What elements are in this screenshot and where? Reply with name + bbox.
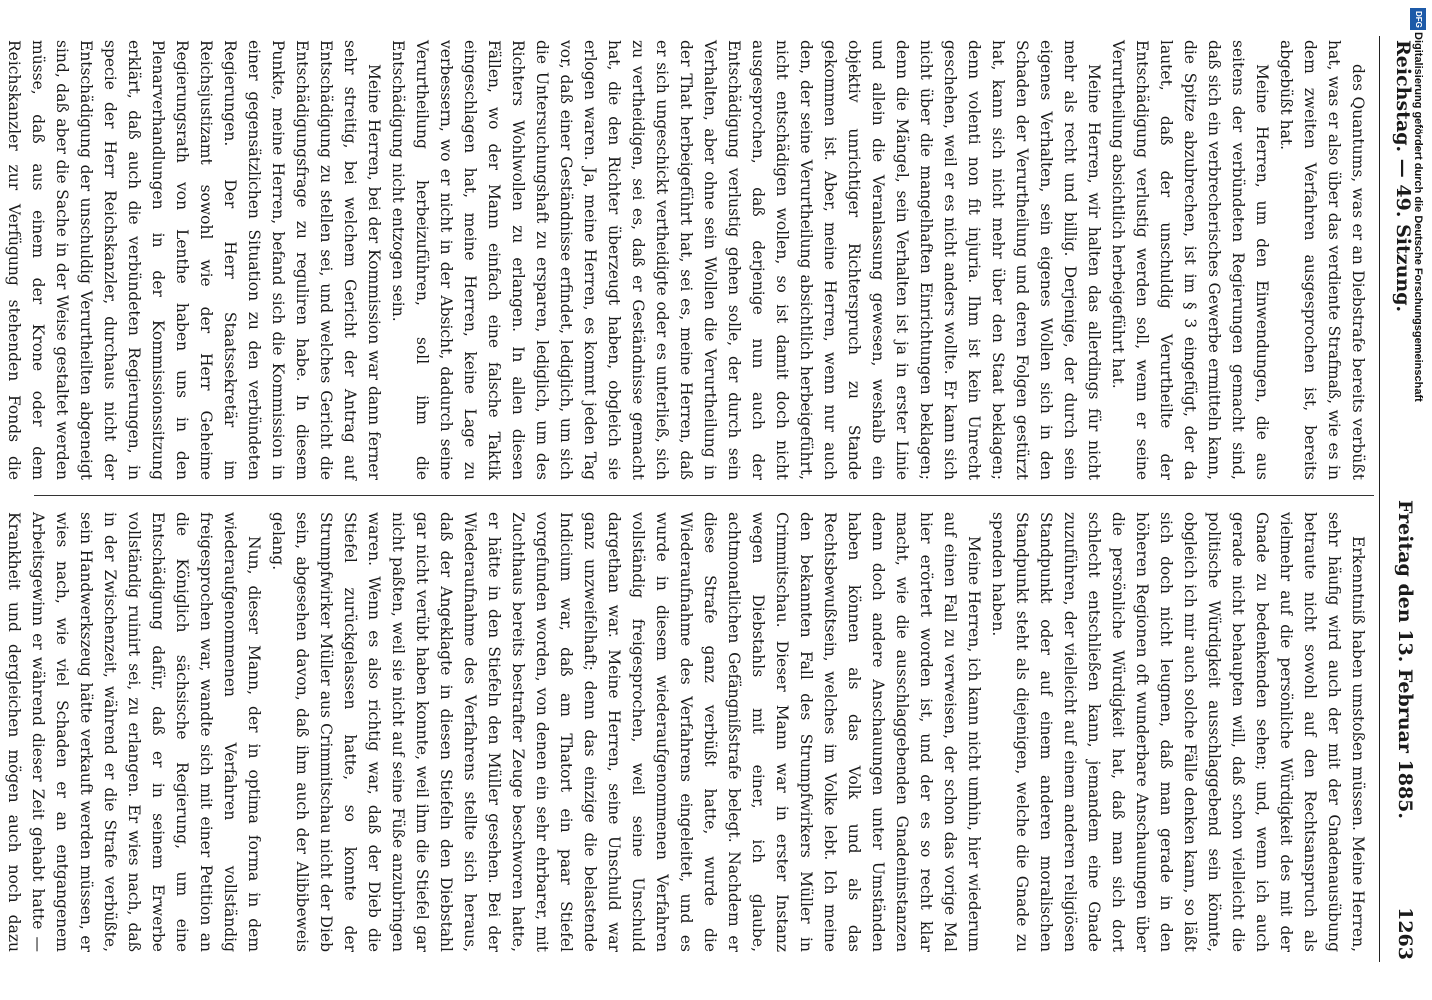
page-number: 1263 — [1394, 907, 1416, 960]
header-date: Freitag den 13. Februar 1885. — [1394, 500, 1416, 820]
column-divider — [34, 495, 1374, 496]
digitization-credit: Digitalisierung gefördert durch die Deutsche Forschungsgemeinschaft — [1412, 32, 1424, 402]
header-session: Reichstag. — 49. Sitzung. — [1392, 40, 1414, 313]
paragraph: Meine Herren, ich kann nicht umhin, hier wiederum auf einen Fall zu verweisen, der schon das vorige Mal hier erörtert worden ist, und der es so recht klar macht, wie die ausschlaggebenden Gnadeninstanzen denn doch andere Anschauungen unter Umständen haben können als das Volk und als das Rechtsbewußtsein, welches im Volke lebt. Ich meine den bekannten Fall des Strumpfwirkers Müller in Crimmitschau. Dieser Mann war in erster Instanz wegen Diebstahls mit einer, ich glaube, achtmonatlichen Gefängnißstrafe belegt. Nachdem er diese Strafe ganz verbüßt hatte, wurde die Wiederaufnahme des Verfahrens eingeleitet, und es wurde in diesem wiederaufgenommenen Verfahren vollständig freigesprochen, weil seine Unschuld dargethan war. Meine Herren, seine Unschuld war ganz unzweifelhaft; denn das einzige die belastende Indicium war, daß am Thatort ein paar Stiefel vorgefunden worden, von denen ein sehr ehrbarer, mit Zuchthaus bereits bestrafter Zeuge beschworen hatte, er hätte in den Stiefeln den Müller gesehen. Bei der Wiederaufnahme des Verfahrens stellte sich heraus, daß der Angeklagte in diesen Stiefeln den Diebstahl gar nicht verübt haben konnte, weil ihm die Stiefel gar nicht paßten, weil sie nicht auf seine Füße anzubringen waren. Wenn es also richtig war, daß der Dieb die Stiefel zurückgelassen hatte, so konnte der Strumpfwirker Müller aus Crimmitschau nicht der Dieb sein, abgesehen davon, daß ihm auch der Alibibeweis gelang. — [269, 512, 983, 952]
dfg-logo: DFG — [1410, 8, 1426, 30]
paragraph: Meine Herren, bei der Kommission war dann ferner sehr streitig, bei welchem Gericht der Antrag auf Entschädigung zu stellen sei, und welches Gericht die Entschädigungsfrage zu reguliren habe. In diesem Punkte, meine Herren, befand sich die Kommission in einer gegensätzlichen Situation zu den verbündeten Regierungen. Der Herr Staatssekretär im Reichsjustizamt sowohl wie der Herr Geheime Regierungsrath von Lenthe haben uns in den Plenarverhandlungen in der Kommissionssitzung erklärt, daß auch die verbündeten Regierungen, in specie der Herr Reichskanzler, durchaus nicht der Entschädigung der unschuldig Verurtheilten abgeneigt sind, daß aber die Sache in der Weise gestaltet werden müsse, daß aus einem der Krone oder dem Reichskanzler zur Verfügung stehenden Fonds die — [5, 40, 383, 480]
paragraph: des Quantums, was er an Diebstrafe bereits verbüßt hat, was er also über das verdiente Strafmaß, wie es in dem zweiten Verfahren ausgesprochen ist, bereits abgebüßt hat. — [1277, 40, 1367, 480]
text-column-left — [5, 40, 1370, 480]
paragraph: Erkenntniß haben umstoßen müssen. Meine Herren, sehr häufig wird auch der mit der Gnadenausübung betraute nicht sowohl auf den Rechtsanspruch als vielmehr auf die persönliche Würdigkeit des mit der Gnade zu bedenkenden sehen; und, wenn ich auch gerade nicht behaupten will, daß schon vielleicht die politische Würdigkeit ausschlaggebend sein könnte, obgleich ich mir auch solche Fälle denken kann, so läßt sich doch nicht leugnen, daß man gerade in den höheren Regionen oft wunderbare Anschauungen über die persönliche Würdigkeit hat, daß man sich dort schlecht entschließen kann, jemandem eine Gnade zuzuführen, der vielleicht auf einem anderen religiösen Standpunkt oder auf einem anderen moralischen Standpunkt steht als diejenigen, welche die Gnade zu spenden haben. — [989, 512, 1367, 952]
paragraph: Meine Herren, wir halten das allerdings für nicht mehr als recht und billig. Derjenige, der durch sein eigenes Verhalten, sein eigenes Wollen sich in den Schaden der Verurtheilung und deren Folgen gestürzt hat, kann sich nicht mehr über den Staat beklagen; denn volenti non fit injuria. Ihm ist kein Unrecht geschehen, weil er es nicht anders wollte. Er kann sich nicht über die mangelhaften Einrichtungen beklagen; denn die Mängel, sein Verhalten ist ja in erster Linie und allein die Veranlassung gewesen, weshalb ein objektiv unrichtiger Richterspruch zu Stande gekommen ist. Aber, meine Herren, wenn nur auch den, der seine Verurtheilung absichtlich herbeigeführt, nicht entschädigen wollen, so ist damit doch nicht ausgesprochen, daß derjenige nun auch der Entschädigung verlustig gehen solle, der durch sein Verhalten, aber ohne sein Wollen die Verurtheilung in der That herbeigeführt hat, sei es, meine Herren, daß er sich ungeschickt vertheidigte oder es unterließ, sich zu vertheidigen, sei es, daß er Geständnisse gemacht hat, die den Richter überzeugt haben, obgleich sie erlogen waren. Ja, meine Herren, es kommt jeden Tag vor, daß einer Geständnisse erfindet, lediglich, um sich die Untersuchungshaft zu ersparen, lediglich, um des Richters Wohlwollen zu erlangen. In allen diesen Fällen, wo der Mann einfach eine falsche Taktik eingeschlagen hat, meine Herren, keine Lage zu verbessern, wo er nicht in der Absicht, dadurch seine Verurtheilung herbeizuführen, soll ihm die Entschädigung nicht entzogen sein. — [389, 40, 1103, 480]
header-rule — [1379, 36, 1380, 962]
paragraph: Nun, dieser Mann, der in optima forma in dem wiederaufgenommenen Verfahren vollständig freigesprochen war, wandte sich mit einer Petition an die Königlich sächsische Regierung, um eine Entschädigung dafür, daß er in seinem Erwerbe vollständig ruinirt sei, zu erlangen. Er wies nach, daß in der Zwischenzeit, während er die Strafe verbüßte, sein Handwerkszeug hätte verkauft werden müssen, er wies nach, wie viel Schaden er an entgangenem Arbeitsgewinn er während dieser Zeit gehabt hatte — Krankheit und dergleichen mögen auch noch dazu — [5, 512, 263, 952]
paragraph: Meine Herren, um den Einwendungen, die aus seitens der verbündeten Regierungen gemacht sind, daß sich ein verbrecherisches Gewerbe ermitteln kann, die Spitze abzubrechen, ist im § 3 eingefügt, der da lautet, daß der unschuldig Verurtheilte der Entschädigung verlustig werden soll, wenn er seine Verurtheilung absichtlich herbeigeführt hat. — [1109, 40, 1271, 480]
text-column-right — [5, 512, 1370, 952]
